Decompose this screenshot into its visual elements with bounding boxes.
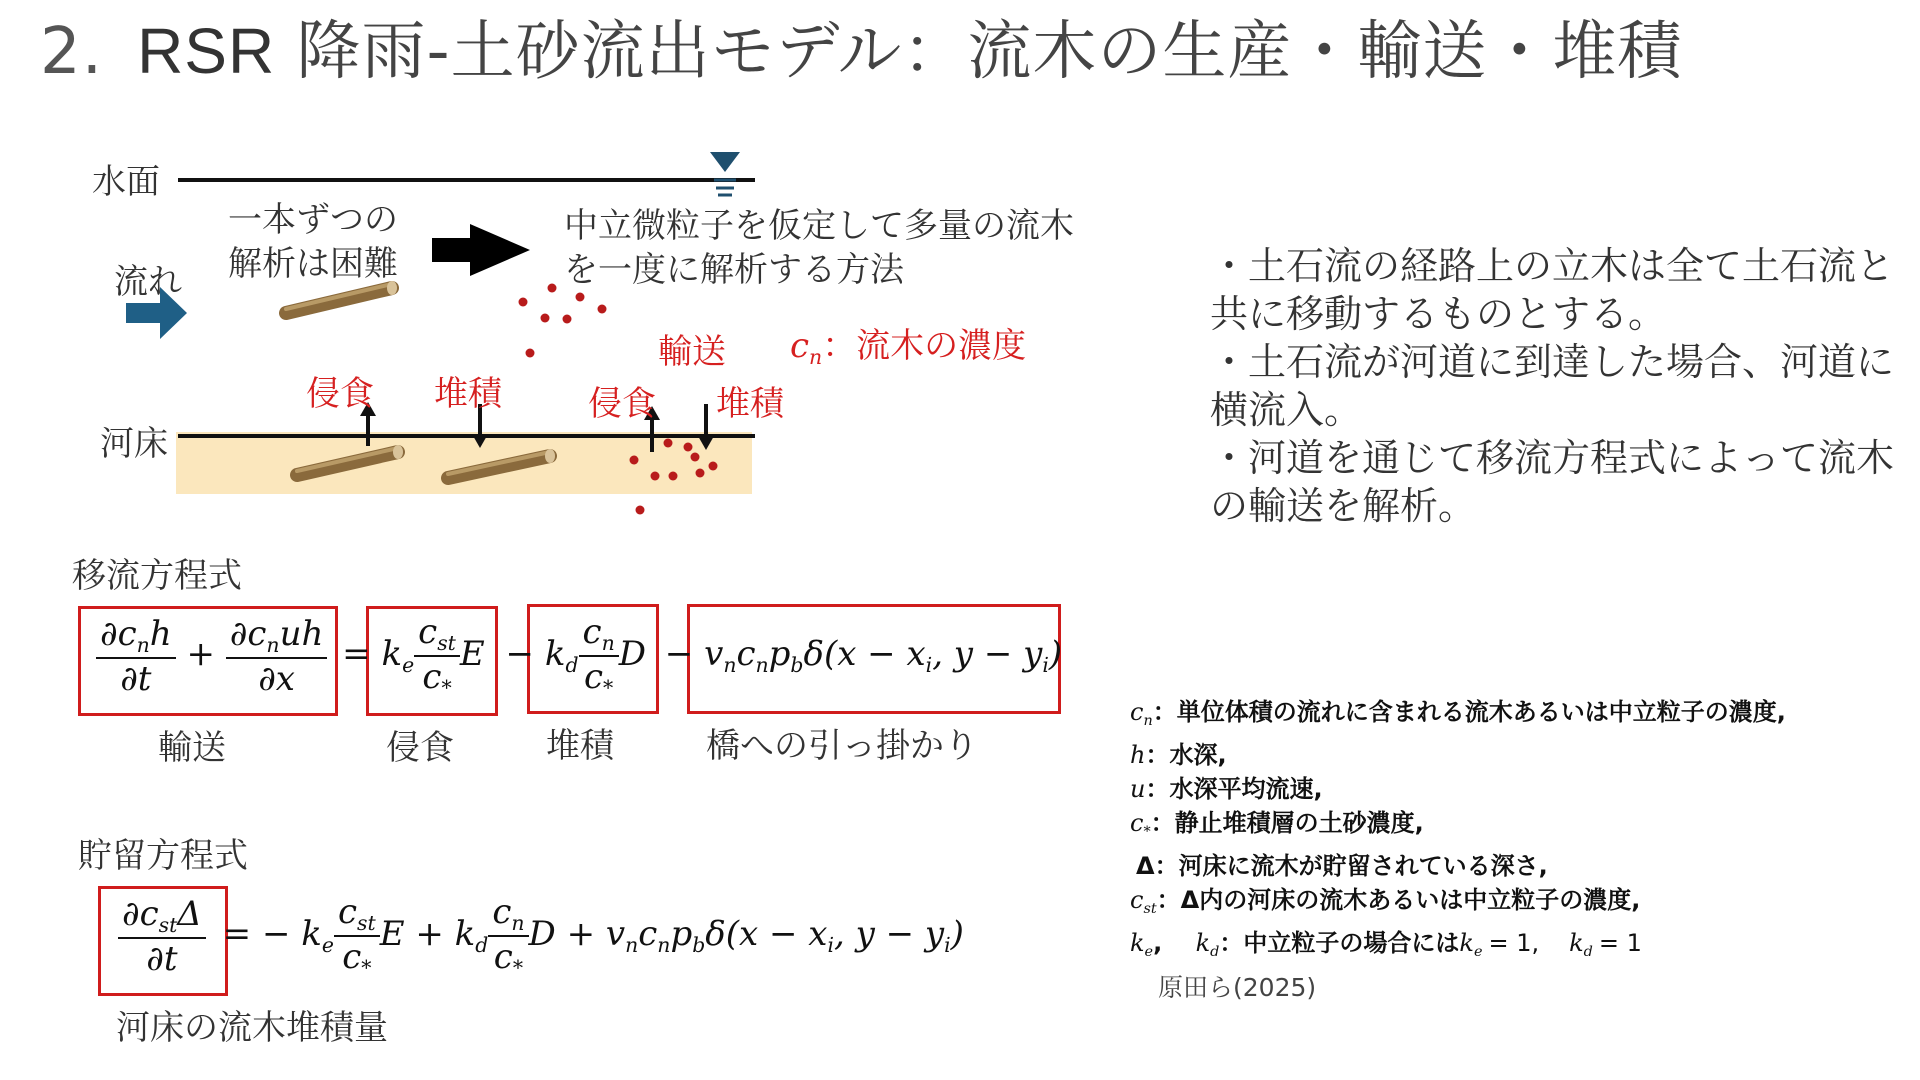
riverbed-label: 河床 bbox=[100, 424, 168, 464]
cn-sub: n bbox=[809, 345, 823, 370]
reference: 原田ら(2025) bbox=[1158, 973, 1317, 1002]
difficult-line2: 解析は困難 bbox=[228, 244, 398, 284]
storage-heading: 貯留方程式 bbox=[78, 836, 248, 876]
particles-upper bbox=[519, 284, 607, 358]
method-line2: を一度に解析する方法 bbox=[564, 250, 904, 290]
bullet-item: ・河道を通じて移流方程式によって流木の輸送を解析。 bbox=[1210, 436, 1895, 528]
log-icon bbox=[286, 281, 397, 313]
legend-item: h：水深, bbox=[1130, 741, 1227, 770]
bullet-list bbox=[1210, 242, 1910, 530]
variable-legend bbox=[1130, 695, 1786, 969]
bullet-item: ・土石流の経路上の立木は全て土石流と共に移動するものとする。 bbox=[1210, 244, 1895, 336]
title-rsr: RSR bbox=[137, 15, 276, 87]
water-level-icon bbox=[710, 152, 740, 172]
label-bridge: 橋への引っ掛かり bbox=[706, 726, 978, 766]
advection-equation: $\frac{\partial c_nh}{\partial t}$ + $\frac{\partial c_nuh}{\partial x}$ = $k_e$ $\frac{c_{st}}{c_*}$ $E - k_d$ $\frac{c_n}{c_*}$ $D - v_nc_np_b\delta(x - x_i$, $y - y_i$) bbox=[96, 612, 1062, 700]
cn-symbol: c bbox=[790, 326, 810, 366]
legend-item: $c_{st}$：Δ内の河床の流木あるいは中立粒子の濃度, bbox=[1130, 886, 1641, 918]
cn-desc: ：流木の濃度 bbox=[822, 326, 1027, 366]
legend-item: u：水深平均流速, bbox=[1130, 775, 1323, 804]
legend-item: $k_e$, $k_d$：中立粒子の場合には$k_e = 1$, $k_d = 1$ bbox=[1130, 929, 1642, 961]
deposition-label: 堆積 bbox=[716, 384, 784, 424]
bullet-item: ・土石流が河道に到達した場合、河道に横流入。 bbox=[1210, 340, 1895, 432]
label-erosion: 侵食 bbox=[386, 728, 454, 768]
cn-definition bbox=[790, 318, 1026, 369]
legend-item: Δ：河床に流木が貯留されている深さ, bbox=[1136, 852, 1548, 881]
label-deposition: 堆積 bbox=[546, 726, 614, 766]
erosion-label: 侵食 bbox=[588, 384, 656, 424]
legend-item: $c_n$：単位体積の流れに含まれる流木あるいは中立粒子の濃度, bbox=[1130, 698, 1786, 730]
transport-label: 輸送 bbox=[658, 332, 726, 372]
label-transport: 輸送 bbox=[158, 728, 226, 768]
erosion-label: 侵食 bbox=[306, 374, 374, 414]
storage-equation: $\frac{\partial c_{st}\Delta}{\partial t}$ = − $k_e$ $\frac{c_{st}}{c_*}$ $E + k_d$ $\frac{c_n}{c_*}$ $D + v_nc_np_b\delta(x - x_i$, $y - y_i$) bbox=[118, 892, 964, 980]
difficult-line1: 一本ずつの bbox=[228, 200, 398, 240]
method-line1: 中立微粒子を仮定して多量の流木 bbox=[564, 206, 1074, 246]
water-surface-label: 水面 bbox=[92, 162, 160, 202]
legend-item: $c_*$：静止堆積層の土砂濃度, bbox=[1130, 809, 1424, 841]
flow-label: 流れ bbox=[114, 262, 182, 302]
deposition-label: 堆積 bbox=[434, 374, 502, 414]
advection-heading: 移流方程式 bbox=[72, 556, 242, 596]
title-text: 降雨-土砂流出モデル：流木の生産・輸送・堆積 bbox=[296, 15, 1683, 89]
right-arrow-icon bbox=[432, 224, 530, 276]
storage-label: 河床の流木堆積量 bbox=[116, 1008, 388, 1048]
title-number: 2. bbox=[40, 15, 104, 89]
